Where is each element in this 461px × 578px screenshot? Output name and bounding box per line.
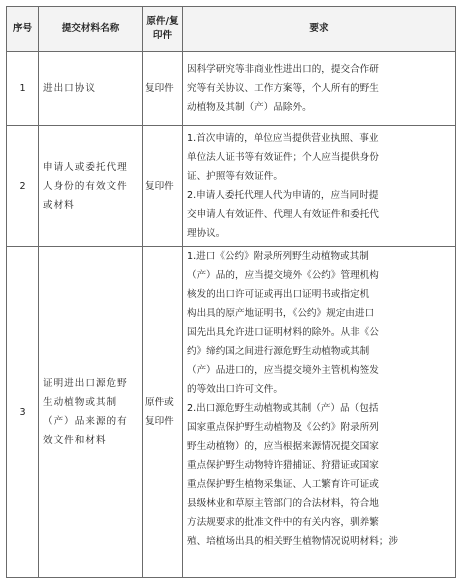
requirement-line: 1.进口《公约》附录所列野生动植物或其制	[187, 251, 369, 262]
row-material: 证明进出口源危野生动植物或其制（产）品来源的有效文件和材料	[39, 247, 143, 578]
requirement-line: 国家重点保护野生动植物及《公约》附录所列	[187, 422, 379, 433]
header-no: 序号	[7, 7, 39, 52]
row-original: 原件或复印件	[143, 247, 183, 578]
table-header-row	[7, 7, 456, 52]
row-no: 3	[7, 247, 39, 578]
requirement-line: 核发的出口许可证或再出口证明书或指定机	[187, 289, 370, 300]
requirement-line: 野生动植物）的，应当根据来源情况提交国家	[187, 441, 379, 452]
row-original: 复印件	[143, 126, 183, 247]
requirement-line: 2.申请人委托代理人代为申请的，应当同时提	[187, 190, 379, 201]
row-material: 申请人或委托代理人身份的有效文件或材料	[39, 126, 143, 247]
requirement-line: 1.首次申请的，单位应当提供营业执照、事业	[187, 133, 379, 144]
requirement-line: 构出具的原产地证明书，《公约》规定由进口	[187, 308, 375, 319]
row-material: 进出口协议	[39, 52, 143, 126]
row-no: 1	[7, 52, 39, 126]
requirement-line: （产）品进口的，应当提交境外主管机构签发	[187, 365, 379, 376]
requirement-line: 殖、培植场出具的相关野生植物情况说明材料；涉	[187, 536, 399, 547]
row-requirement	[183, 126, 456, 247]
requirement-line: 国先出具允许进口证明材料的除外。从非《公	[187, 327, 379, 338]
requirement-line: 单位法人证书等有效证件；个人应当提供身份	[187, 152, 379, 163]
table-row	[7, 52, 456, 126]
header-requirement: 要求	[183, 7, 456, 52]
row-no: 2	[7, 126, 39, 247]
table-row	[7, 247, 456, 578]
requirement-line: 2.出口源危野生动植物或其制（产）品（包括	[187, 403, 379, 414]
requirement-line: 约》缔约国之间进行源危野生动植物或其制	[187, 346, 370, 357]
requirement-line: 因科学研究等非商业性进出口的，提交合作研	[187, 64, 379, 75]
row-requirement	[183, 52, 456, 126]
requirement-line: 重点保护野生植物采集证、人工繁育许可证或	[187, 479, 379, 490]
requirement-line: 交申请人有效证件、代理人有效证件和委托代	[187, 209, 379, 220]
row-requirement	[183, 247, 456, 578]
header-original: 原件/复印件	[143, 7, 183, 52]
requirement-line: 理协议。	[187, 228, 226, 239]
table-row	[7, 126, 456, 247]
materials-table	[6, 6, 456, 578]
row-original: 复印件	[143, 52, 183, 126]
requirement-line: 重点保护野生动物特许猎捕证、狩猎证或国家	[187, 460, 379, 471]
requirement-line: 证、护照等有效证件。	[187, 171, 283, 182]
requirement-line: 县级林业和草原主管部门的合法材料，符合地	[187, 498, 379, 509]
requirement-line: 的等效出口许可文件。	[187, 384, 283, 395]
requirement-line: 方法规要求的批准文件中的有关内容，驯养繁	[187, 517, 379, 528]
requirement-line: 动植物及其制（产）品除外。	[187, 102, 312, 113]
requirement-line: 究等有关协议、工作方案等，个人所有的野生	[187, 83, 379, 94]
requirement-line: （产）品的，应当提交境外《公约》管理机构	[187, 270, 379, 281]
header-material: 提交材料名称	[39, 7, 143, 52]
